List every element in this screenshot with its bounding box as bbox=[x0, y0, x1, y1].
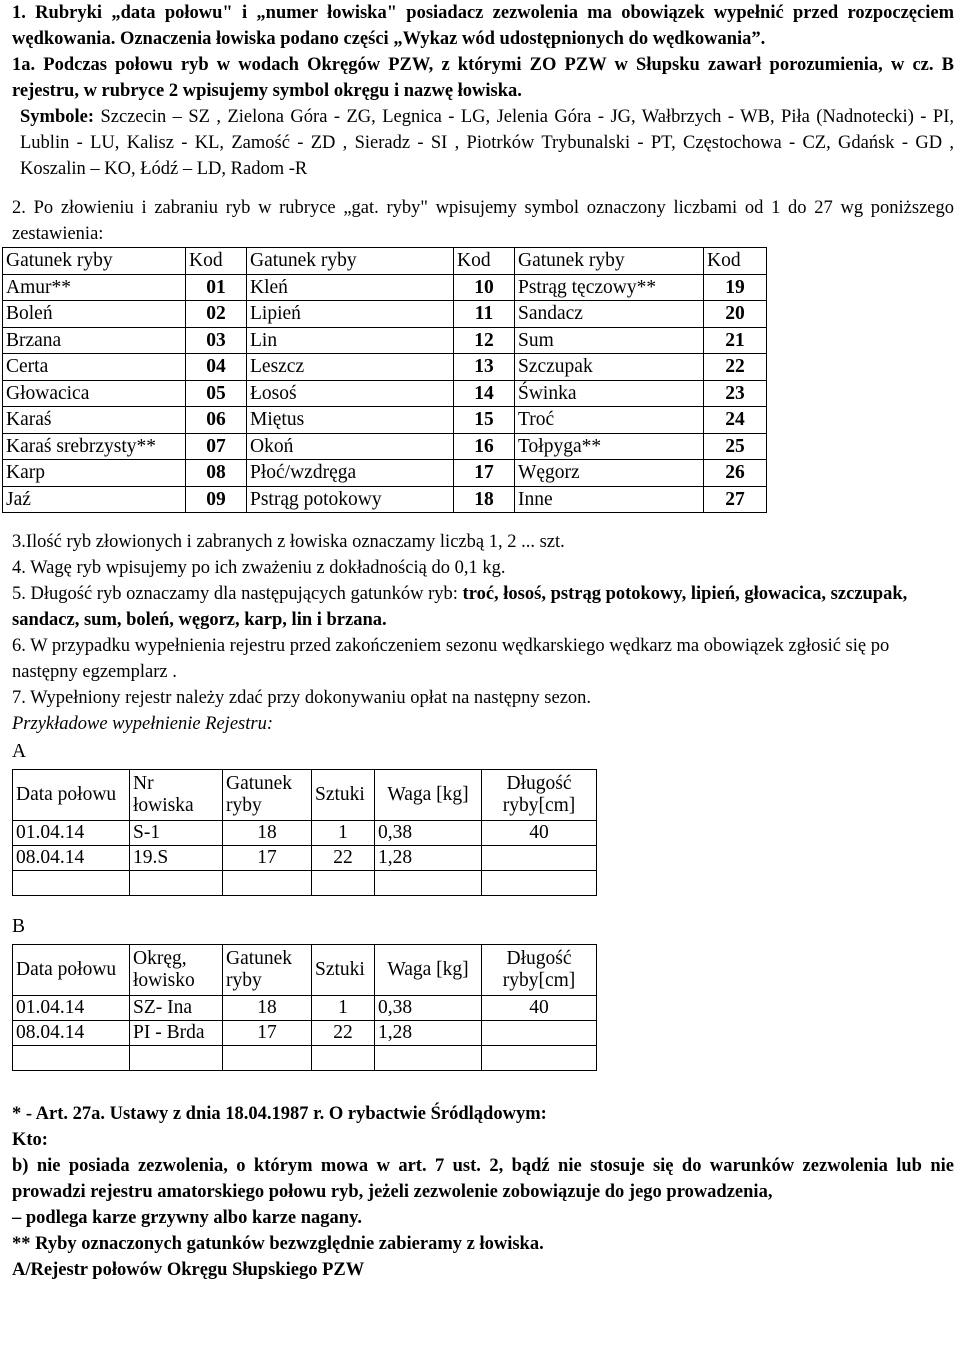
species-code: 05 bbox=[186, 380, 247, 407]
rule-4: 4. Wagę ryb wpisujemy po ich zważeniu z dokładnością do 0,1 kg. bbox=[12, 558, 506, 578]
table-cell: 17 bbox=[223, 1021, 312, 1046]
column-header: Waga [kg] bbox=[375, 945, 482, 996]
example-a-table bbox=[12, 769, 597, 896]
species-name: Karaś srebrzysty** bbox=[3, 433, 186, 460]
species-header: Gatunek ryby bbox=[3, 248, 186, 275]
table-cell: PI - Brda bbox=[130, 1021, 223, 1046]
column-header: Gatunek ryby bbox=[223, 945, 312, 996]
species-name: Lin bbox=[247, 327, 454, 354]
table-cell bbox=[130, 871, 223, 896]
species-code: 20 bbox=[704, 301, 767, 328]
example-a-label: A bbox=[12, 741, 27, 762]
table-row bbox=[13, 1021, 597, 1046]
column-header: Gatunek ryby bbox=[223, 770, 312, 821]
table-row bbox=[3, 327, 767, 354]
table-cell: 22 bbox=[312, 846, 375, 871]
species-name: Leszcz bbox=[247, 354, 454, 381]
example-b-label: B bbox=[12, 916, 26, 937]
column-header: Data połowu bbox=[13, 945, 130, 996]
instruction-2: 2. Po złowieniu i zabraniu ryb w rubryce „gat. ryby" wpisujemy symbol oznaczony liczbami od 1 do 27 wg poniższego zestawienia: bbox=[12, 198, 954, 244]
species-name: Jaź bbox=[3, 486, 186, 513]
code-header: Kod bbox=[704, 248, 767, 275]
column-header: Okręg, łowisko bbox=[130, 945, 223, 996]
table-cell: 19.S bbox=[130, 846, 223, 871]
table-row bbox=[13, 821, 597, 846]
table-cell: 08.04.14 bbox=[13, 1021, 130, 1046]
species-code: 15 bbox=[454, 407, 515, 434]
species-code: 10 bbox=[454, 274, 515, 301]
table-cell: 40 bbox=[482, 821, 597, 846]
table-cell: 22 bbox=[312, 1021, 375, 1046]
table-cell bbox=[312, 871, 375, 896]
table-row bbox=[13, 871, 597, 896]
species-code: 09 bbox=[186, 486, 247, 513]
species-name: Okoń bbox=[247, 433, 454, 460]
example-header-row bbox=[13, 945, 597, 996]
column-header: Data połowu bbox=[13, 770, 130, 821]
table-cell: 17 bbox=[223, 846, 312, 871]
species-code: 24 bbox=[704, 407, 767, 434]
table-cell: 0,38 bbox=[375, 821, 482, 846]
table-row bbox=[3, 354, 767, 381]
law-point-b: b) nie posiada zezwolenia, o którym mowa w art. 7 ust. 2, bądź nie stosuje się do warunków zezwolenia lub nie prowadzi rejestru amatorskiego połowu ryb, jeżeli zezwolenie zobowiązuje do jego prowadzenia, bbox=[12, 1156, 954, 1202]
table-cell bbox=[130, 1046, 223, 1071]
species-code: 01 bbox=[186, 274, 247, 301]
species-name: Świnka bbox=[515, 380, 704, 407]
table-cell: 18 bbox=[223, 821, 312, 846]
register-footer: A/Rejestr połowów Okręgu Słupskiego PZW bbox=[12, 1260, 365, 1280]
rule-7: 7. Wypełniony rejestr należy zdać przy dokonywaniu opłat na następny sezon. bbox=[12, 688, 592, 708]
species-name: Szczupak bbox=[515, 354, 704, 381]
species-code: 21 bbox=[704, 327, 767, 354]
table-cell: 01.04.14 bbox=[13, 996, 130, 1021]
instruction-1a: 1a. Podczas połowu ryb w wodach Okręgów PZW, z którymi ZO PZW w Słupsku zawarł porozumienia, w cz. B rejestru, w rubryce 2 wpisujemy symbol okręgu i nazwę łowiska. bbox=[12, 55, 954, 101]
column-header: Nr łowiska bbox=[130, 770, 223, 821]
species-code: 04 bbox=[186, 354, 247, 381]
table-cell: 1,28 bbox=[375, 846, 482, 871]
species-code: 23 bbox=[704, 380, 767, 407]
table-cell bbox=[223, 871, 312, 896]
mandatory-take-note: ** Ryby oznaczonych gatunków bezwzględnie zabieramy z łowiska. bbox=[12, 1234, 544, 1254]
who-label: Kto: bbox=[12, 1130, 48, 1150]
species-name: Inne bbox=[515, 486, 704, 513]
species-name: Kleń bbox=[247, 274, 454, 301]
column-header: Sztuki bbox=[312, 770, 375, 821]
table-cell: 01.04.14 bbox=[13, 821, 130, 846]
table-cell bbox=[375, 1046, 482, 1071]
column-header: Waga [kg] bbox=[375, 770, 482, 821]
species-code: 27 bbox=[704, 486, 767, 513]
table-cell: 0,38 bbox=[375, 996, 482, 1021]
species-name: Płoć/wzdręga bbox=[247, 460, 454, 487]
rule-3: 3.Ilość ryb złowionych i zabranych z łowiska oznaczamy liczbą 1, 2 ... szt. bbox=[12, 532, 565, 552]
species-name: Miętus bbox=[247, 407, 454, 434]
species-name: Brzana bbox=[3, 327, 186, 354]
species-name: Boleń bbox=[3, 301, 186, 328]
column-header: Długość ryby[cm] bbox=[482, 770, 597, 821]
table-cell bbox=[482, 1046, 597, 1071]
rule-5-species: troć, łosoś, pstrąg potokowy, lipień, głowacica, szczupak, sandacz, sum, boleń, węgorz, karp, lin i brzana. bbox=[12, 584, 908, 630]
table-row bbox=[3, 460, 767, 487]
table-cell bbox=[13, 871, 130, 896]
species-name: Węgorz bbox=[515, 460, 704, 487]
table-row bbox=[3, 380, 767, 407]
species-name: Karp bbox=[3, 460, 186, 487]
species-code: 16 bbox=[454, 433, 515, 460]
species-name: Lipień bbox=[247, 301, 454, 328]
column-header: Długość ryby[cm] bbox=[482, 945, 597, 996]
species-code: 12 bbox=[454, 327, 515, 354]
table-cell: 40 bbox=[482, 996, 597, 1021]
species-code: 07 bbox=[186, 433, 247, 460]
district-symbols bbox=[12, 104, 954, 182]
rule-5 bbox=[12, 581, 954, 633]
table-row bbox=[13, 846, 597, 871]
species-code: 19 bbox=[704, 274, 767, 301]
species-code: 06 bbox=[186, 407, 247, 434]
species-code: 26 bbox=[704, 460, 767, 487]
species-name: Głowacica bbox=[3, 380, 186, 407]
species-code: 03 bbox=[186, 327, 247, 354]
table-row bbox=[3, 301, 767, 328]
species-code: 18 bbox=[454, 486, 515, 513]
species-name: Karaś bbox=[3, 407, 186, 434]
column-header: Sztuki bbox=[312, 945, 375, 996]
table-row bbox=[3, 274, 767, 301]
species-name: Łosoś bbox=[247, 380, 454, 407]
rule-6: 6. W przypadku wypełnienia rejestru przed zakończeniem sezonu wędkarskiego wędkarz ma obowiązek zgłosić się po następny egzemplarz . bbox=[12, 636, 890, 682]
instruction-1: 1. Rubryki „data połowu" i „numer łowiska" posiadacz zezwolenia ma obowiązek wypełnić przed rozpoczęciem wędkowania. Oznaczenia łowiska podano części „Wykaz wód udostępnionych do wędkowania”. bbox=[12, 3, 954, 49]
species-name: Pstrąg potokowy bbox=[247, 486, 454, 513]
table-cell bbox=[482, 846, 597, 871]
table-cell: 1 bbox=[312, 821, 375, 846]
species-header: Gatunek ryby bbox=[515, 248, 704, 275]
species-code: 13 bbox=[454, 354, 515, 381]
table-row bbox=[13, 996, 597, 1021]
species-name: Tołpyga** bbox=[515, 433, 704, 460]
species-code: 17 bbox=[454, 460, 515, 487]
species-name: Sum bbox=[515, 327, 704, 354]
species-code: 08 bbox=[186, 460, 247, 487]
table-cell bbox=[482, 1021, 597, 1046]
example-title: Przykładowe wypełnienie Rejestru: bbox=[12, 714, 273, 734]
table-cell bbox=[312, 1046, 375, 1071]
table-cell: 08.04.14 bbox=[13, 846, 130, 871]
table-row bbox=[13, 1046, 597, 1071]
species-code: 14 bbox=[454, 380, 515, 407]
species-code-table bbox=[2, 247, 767, 513]
table-cell: SZ- Ina bbox=[130, 996, 223, 1021]
species-name: Amur** bbox=[3, 274, 186, 301]
species-header: Gatunek ryby bbox=[247, 248, 454, 275]
species-code: 25 bbox=[704, 433, 767, 460]
species-name: Certa bbox=[3, 354, 186, 381]
code-header: Kod bbox=[454, 248, 515, 275]
penalty-text: – podlega karze grzywny albo karze nagany. bbox=[12, 1208, 362, 1228]
example-b-table bbox=[12, 944, 597, 1071]
table-cell: 1,28 bbox=[375, 1021, 482, 1046]
table-cell: 18 bbox=[223, 996, 312, 1021]
species-name: Troć bbox=[515, 407, 704, 434]
symbols-text: Szczecin – SZ , Zielona Góra - ZG, Legnica - LG, Jelenia Góra - JG, Wałbrzych - WB, Piła (Nadnotecki) - PI, Lublin - LU, Kalisz - KL, Zamość - ZD , Sieradz - SI , Piotrków Trybunalski - PT, Częstochowa - CZ, Gdańsk - GD , Koszalin – KO, Łódź – LD, Radom -R bbox=[20, 107, 954, 179]
code-header: Kod bbox=[186, 248, 247, 275]
species-name: Pstrąg tęczowy** bbox=[515, 274, 704, 301]
table-cell bbox=[375, 871, 482, 896]
table-cell bbox=[13, 1046, 130, 1071]
document-page bbox=[6, 0, 954, 1283]
table-cell bbox=[223, 1046, 312, 1071]
symbols-label: Symbole: bbox=[20, 107, 94, 127]
species-table-header bbox=[3, 248, 767, 275]
table-cell bbox=[482, 871, 597, 896]
table-cell: S-1 bbox=[130, 821, 223, 846]
species-code: 02 bbox=[186, 301, 247, 328]
species-code: 11 bbox=[454, 301, 515, 328]
example-header-row bbox=[13, 770, 597, 821]
table-row bbox=[3, 433, 767, 460]
table-row bbox=[3, 407, 767, 434]
table-cell: 1 bbox=[312, 996, 375, 1021]
species-name: Sandacz bbox=[515, 301, 704, 328]
species-code: 22 bbox=[704, 354, 767, 381]
table-row bbox=[3, 486, 767, 513]
law-reference: * - Art. 27a. Ustawy z dnia 18.04.1987 r. O rybactwie Śródlądowym: bbox=[12, 1104, 547, 1124]
rule-5-text: 5. Długość ryb oznaczamy dla następujących gatunków ryb: bbox=[12, 584, 463, 604]
